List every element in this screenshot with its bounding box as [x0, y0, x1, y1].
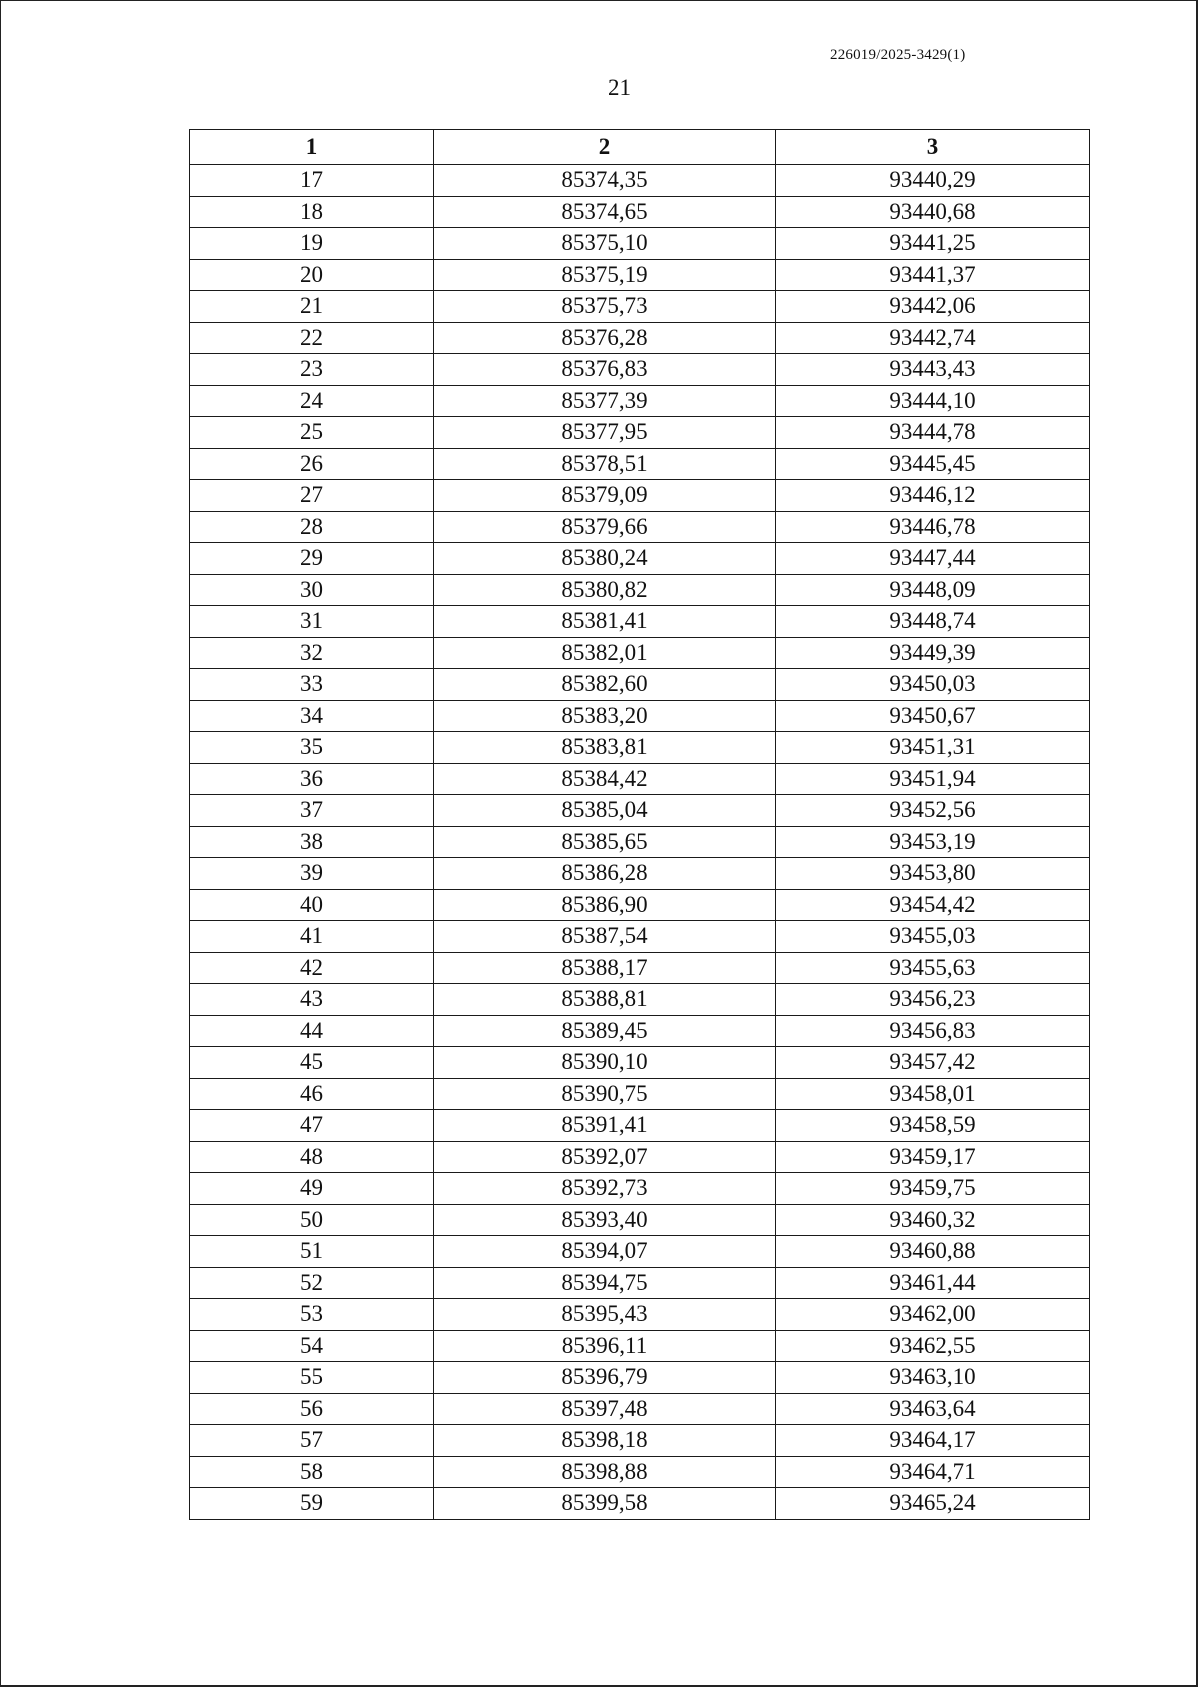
- y-coordinate-cell: 93462,55: [776, 1330, 1090, 1362]
- header-cell-3: 3: [776, 130, 1090, 165]
- point-number-cell: 31: [190, 606, 434, 638]
- y-coordinate-cell: 93448,74: [776, 606, 1090, 638]
- point-number-cell: 49: [190, 1173, 434, 1205]
- table-row: [190, 700, 1090, 732]
- table-row: [190, 291, 1090, 323]
- x-coordinate-cell: 85396,11: [434, 1330, 776, 1362]
- table-row: [190, 606, 1090, 638]
- header-cell-1: 1: [190, 130, 434, 165]
- table-row: [190, 1204, 1090, 1236]
- point-number-cell: 51: [190, 1236, 434, 1268]
- x-coordinate-cell: 85394,75: [434, 1267, 776, 1299]
- x-coordinate-cell: 85389,45: [434, 1015, 776, 1047]
- point-number-cell: 26: [190, 448, 434, 480]
- x-coordinate-cell: 85374,35: [434, 165, 776, 197]
- table-row: [190, 637, 1090, 669]
- y-coordinate-cell: 93451,94: [776, 763, 1090, 795]
- y-coordinate-cell: 93445,45: [776, 448, 1090, 480]
- x-coordinate-cell: 85388,17: [434, 952, 776, 984]
- table-row: [190, 795, 1090, 827]
- document-id: 226019/2025-3429(1): [830, 47, 966, 63]
- table-row: [190, 1015, 1090, 1047]
- point-number-cell: 54: [190, 1330, 434, 1362]
- x-coordinate-cell: 85391,41: [434, 1110, 776, 1142]
- table-row: [190, 1362, 1090, 1394]
- x-coordinate-cell: 85382,01: [434, 637, 776, 669]
- y-coordinate-cell: 93441,37: [776, 259, 1090, 291]
- header-cell-2: 2: [434, 130, 776, 165]
- point-number-cell: 17: [190, 165, 434, 197]
- x-coordinate-cell: 85385,65: [434, 826, 776, 858]
- y-coordinate-cell: 93444,10: [776, 385, 1090, 417]
- point-number-cell: 57: [190, 1425, 434, 1457]
- x-coordinate-cell: 85376,83: [434, 354, 776, 386]
- y-coordinate-cell: 93460,88: [776, 1236, 1090, 1268]
- y-coordinate-cell: 93464,17: [776, 1425, 1090, 1457]
- table-row: [190, 1047, 1090, 1079]
- point-number-cell: 44: [190, 1015, 434, 1047]
- point-number-cell: 38: [190, 826, 434, 858]
- table-row: [190, 448, 1090, 480]
- table-row: [190, 732, 1090, 764]
- table-row: [190, 196, 1090, 228]
- x-coordinate-cell: 85382,60: [434, 669, 776, 701]
- table-row: [190, 417, 1090, 449]
- point-number-cell: 41: [190, 921, 434, 953]
- point-number-cell: 24: [190, 385, 434, 417]
- table-row: [190, 826, 1090, 858]
- x-coordinate-cell: 85381,41: [434, 606, 776, 638]
- table-row: [190, 1141, 1090, 1173]
- table-row: [190, 259, 1090, 291]
- x-coordinate-cell: 85379,66: [434, 511, 776, 543]
- x-coordinate-cell: 85374,65: [434, 196, 776, 228]
- y-coordinate-cell: 93455,03: [776, 921, 1090, 953]
- y-coordinate-cell: 93455,63: [776, 952, 1090, 984]
- table-row: [190, 1299, 1090, 1331]
- table-body: [190, 165, 1090, 1520]
- y-coordinate-cell: 93450,03: [776, 669, 1090, 701]
- x-coordinate-cell: 85383,81: [434, 732, 776, 764]
- table-row: [190, 1078, 1090, 1110]
- y-coordinate-cell: 93462,00: [776, 1299, 1090, 1331]
- coordinates-table: [189, 129, 1090, 1520]
- y-coordinate-cell: 93451,31: [776, 732, 1090, 764]
- x-coordinate-cell: 85386,28: [434, 858, 776, 890]
- table-row: [190, 511, 1090, 543]
- x-coordinate-cell: 85394,07: [434, 1236, 776, 1268]
- point-number-cell: 30: [190, 574, 434, 606]
- x-coordinate-cell: 85383,20: [434, 700, 776, 732]
- x-coordinate-cell: 85392,73: [434, 1173, 776, 1205]
- page-number: 21: [608, 75, 631, 100]
- x-coordinate-cell: 85392,07: [434, 1141, 776, 1173]
- table-row: [190, 385, 1090, 417]
- point-number-cell: 52: [190, 1267, 434, 1299]
- table-row: [190, 228, 1090, 260]
- point-number-cell: 19: [190, 228, 434, 260]
- x-coordinate-cell: 85375,10: [434, 228, 776, 260]
- table-row: [190, 669, 1090, 701]
- point-number-cell: 34: [190, 700, 434, 732]
- table-row: [190, 165, 1090, 197]
- table-row: [190, 889, 1090, 921]
- x-coordinate-cell: 85398,18: [434, 1425, 776, 1457]
- y-coordinate-cell: 93457,42: [776, 1047, 1090, 1079]
- point-number-cell: 18: [190, 196, 434, 228]
- y-coordinate-cell: 93463,10: [776, 1362, 1090, 1394]
- point-number-cell: 47: [190, 1110, 434, 1142]
- point-number-cell: 23: [190, 354, 434, 386]
- y-coordinate-cell: 93444,78: [776, 417, 1090, 449]
- table-row: [190, 1488, 1090, 1520]
- table-row: [190, 1330, 1090, 1362]
- point-number-cell: 27: [190, 480, 434, 512]
- y-coordinate-cell: 93447,44: [776, 543, 1090, 575]
- point-number-cell: 25: [190, 417, 434, 449]
- x-coordinate-cell: 85380,24: [434, 543, 776, 575]
- table-row: [190, 984, 1090, 1016]
- y-coordinate-cell: 93454,42: [776, 889, 1090, 921]
- table-row: [190, 763, 1090, 795]
- y-coordinate-cell: 93456,83: [776, 1015, 1090, 1047]
- x-coordinate-cell: 85399,58: [434, 1488, 776, 1520]
- x-coordinate-cell: 85385,04: [434, 795, 776, 827]
- x-coordinate-cell: 85375,19: [434, 259, 776, 291]
- y-coordinate-cell: 93453,80: [776, 858, 1090, 890]
- y-coordinate-cell: 93446,78: [776, 511, 1090, 543]
- x-coordinate-cell: 85393,40: [434, 1204, 776, 1236]
- x-coordinate-cell: 85396,79: [434, 1362, 776, 1394]
- x-coordinate-cell: 85375,73: [434, 291, 776, 323]
- point-number-cell: 36: [190, 763, 434, 795]
- table-row: [190, 1110, 1090, 1142]
- point-number-cell: 39: [190, 858, 434, 890]
- y-coordinate-cell: 93441,25: [776, 228, 1090, 260]
- y-coordinate-cell: 93446,12: [776, 480, 1090, 512]
- point-number-cell: 21: [190, 291, 434, 323]
- y-coordinate-cell: 93461,44: [776, 1267, 1090, 1299]
- point-number-cell: 37: [190, 795, 434, 827]
- point-number-cell: 29: [190, 543, 434, 575]
- x-coordinate-cell: 85398,88: [434, 1456, 776, 1488]
- x-coordinate-cell: 85384,42: [434, 763, 776, 795]
- x-coordinate-cell: 85379,09: [434, 480, 776, 512]
- y-coordinate-cell: 93463,64: [776, 1393, 1090, 1425]
- y-coordinate-cell: 93440,68: [776, 196, 1090, 228]
- table-row: [190, 322, 1090, 354]
- point-number-cell: 28: [190, 511, 434, 543]
- x-coordinate-cell: 85390,10: [434, 1047, 776, 1079]
- x-coordinate-cell: 85395,43: [434, 1299, 776, 1331]
- table-row: [190, 1393, 1090, 1425]
- table-row: [190, 354, 1090, 386]
- y-coordinate-cell: 93459,75: [776, 1173, 1090, 1205]
- table-row: [190, 1456, 1090, 1488]
- table-row: [190, 1236, 1090, 1268]
- y-coordinate-cell: 93465,24: [776, 1488, 1090, 1520]
- table-row: [190, 574, 1090, 606]
- y-coordinate-cell: 93458,59: [776, 1110, 1090, 1142]
- point-number-cell: 20: [190, 259, 434, 291]
- table-row: [190, 543, 1090, 575]
- y-coordinate-cell: 93442,74: [776, 322, 1090, 354]
- y-coordinate-cell: 93456,23: [776, 984, 1090, 1016]
- table-row: [190, 1425, 1090, 1457]
- y-coordinate-cell: 93459,17: [776, 1141, 1090, 1173]
- y-coordinate-cell: 93440,29: [776, 165, 1090, 197]
- point-number-cell: 56: [190, 1393, 434, 1425]
- y-coordinate-cell: 93448,09: [776, 574, 1090, 606]
- y-coordinate-cell: 93453,19: [776, 826, 1090, 858]
- y-coordinate-cell: 93442,06: [776, 291, 1090, 323]
- table-row: [190, 480, 1090, 512]
- header-row: [190, 130, 1090, 165]
- point-number-cell: 35: [190, 732, 434, 764]
- x-coordinate-cell: 85378,51: [434, 448, 776, 480]
- y-coordinate-cell: 93460,32: [776, 1204, 1090, 1236]
- point-number-cell: 48: [190, 1141, 434, 1173]
- point-number-cell: 40: [190, 889, 434, 921]
- point-number-cell: 22: [190, 322, 434, 354]
- y-coordinate-cell: 93464,71: [776, 1456, 1090, 1488]
- table-header: [190, 130, 1090, 165]
- table-row: [190, 1267, 1090, 1299]
- y-coordinate-cell: 93449,39: [776, 637, 1090, 669]
- x-coordinate-cell: 85376,28: [434, 322, 776, 354]
- point-number-cell: 55: [190, 1362, 434, 1394]
- x-coordinate-cell: 85397,48: [434, 1393, 776, 1425]
- x-coordinate-cell: 85387,54: [434, 921, 776, 953]
- point-number-cell: 43: [190, 984, 434, 1016]
- x-coordinate-cell: 85377,39: [434, 385, 776, 417]
- point-number-cell: 53: [190, 1299, 434, 1331]
- point-number-cell: 33: [190, 669, 434, 701]
- point-number-cell: 45: [190, 1047, 434, 1079]
- x-coordinate-cell: 85390,75: [434, 1078, 776, 1110]
- y-coordinate-cell: 93450,67: [776, 700, 1090, 732]
- x-coordinate-cell: 85386,90: [434, 889, 776, 921]
- table-row: [190, 1173, 1090, 1205]
- x-coordinate-cell: 85388,81: [434, 984, 776, 1016]
- point-number-cell: 46: [190, 1078, 434, 1110]
- point-number-cell: 32: [190, 637, 434, 669]
- y-coordinate-cell: 93458,01: [776, 1078, 1090, 1110]
- table-row: [190, 952, 1090, 984]
- point-number-cell: 42: [190, 952, 434, 984]
- y-coordinate-cell: 93452,56: [776, 795, 1090, 827]
- table-row: [190, 858, 1090, 890]
- x-coordinate-cell: 85377,95: [434, 417, 776, 449]
- y-coordinate-cell: 93443,43: [776, 354, 1090, 386]
- point-number-cell: 58: [190, 1456, 434, 1488]
- table-row: [190, 921, 1090, 953]
- point-number-cell: 50: [190, 1204, 434, 1236]
- point-number-cell: 59: [190, 1488, 434, 1520]
- x-coordinate-cell: 85380,82: [434, 574, 776, 606]
